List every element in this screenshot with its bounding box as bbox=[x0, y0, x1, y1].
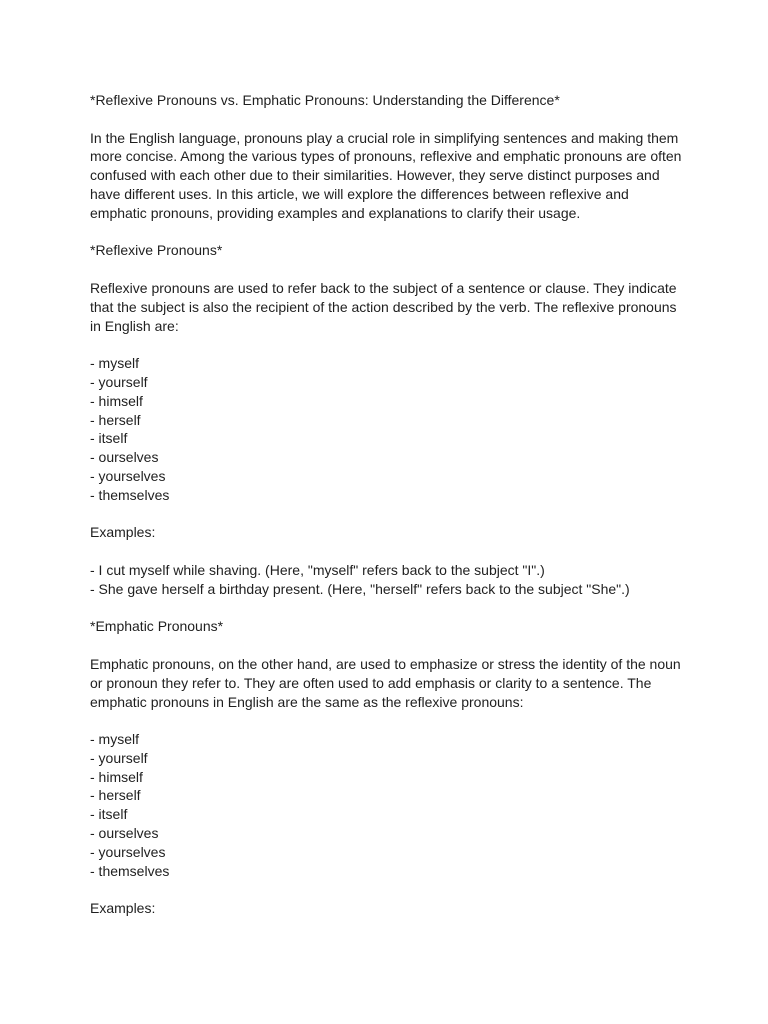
list-item: - herself bbox=[90, 411, 141, 428]
document-title bbox=[90, 91, 690, 110]
list-item: - itself bbox=[90, 430, 128, 447]
emphatic-heading bbox=[90, 617, 690, 636]
description-line: in English are: bbox=[90, 317, 179, 334]
list-item: - yourself bbox=[90, 749, 148, 766]
list-item: - ourselves bbox=[90, 449, 159, 466]
emphatic-description bbox=[90, 655, 690, 711]
intro-line: emphatic pronouns, providing examples and explanations to clarify their usage. bbox=[90, 204, 581, 221]
description-line: emphatic pronouns in English are the same as the reflexive pronouns: bbox=[90, 693, 524, 710]
list-item: - yourselves bbox=[90, 467, 166, 484]
list-item: - yourself bbox=[90, 373, 148, 390]
list-item: - themselves bbox=[90, 486, 170, 503]
title-text: *Reflexive Pronouns vs. Emphatic Pronouns: Understanding the Difference* bbox=[90, 92, 560, 108]
reflexive-heading bbox=[90, 241, 690, 260]
section-heading: *Reflexive Pronouns* bbox=[90, 242, 223, 259]
intro-line: more concise. Among the various types of pronouns, reflexive and emphatic pronouns are often bbox=[90, 148, 682, 165]
list-item: - itself bbox=[90, 806, 128, 823]
intro-line: have different uses. In this article, we will explore the differences between reflexive and bbox=[90, 185, 629, 202]
section-heading: *Emphatic Pronouns* bbox=[90, 618, 224, 635]
description-line: Emphatic pronouns, on the other hand, are used to emphasize or stress the identity of the noun bbox=[90, 655, 681, 672]
examples-label: Examples: bbox=[90, 900, 156, 917]
reflexive-example-list bbox=[90, 561, 690, 599]
intro-line: In the English language, pronouns play a crucial role in simplifying sentences and making them bbox=[90, 129, 679, 146]
reflexive-examples-label bbox=[90, 523, 690, 542]
reflexive-description bbox=[90, 279, 690, 335]
emphatic-examples-label bbox=[90, 899, 690, 918]
list-item: - themselves bbox=[90, 862, 170, 879]
emphatic-pronoun-list bbox=[90, 730, 690, 880]
example-item: - I cut myself while shaving. (Here, "myself" refers back to the subject "I".) bbox=[90, 561, 545, 578]
list-item: - himself bbox=[90, 392, 143, 409]
examples-label: Examples: bbox=[90, 524, 156, 541]
list-item: - ourselves bbox=[90, 825, 159, 842]
example-item: - She gave herself a birthday present. (Here, "herself" refers back to the subject "She".) bbox=[90, 580, 630, 597]
list-item: - himself bbox=[90, 768, 143, 785]
list-item: - yourselves bbox=[90, 843, 166, 860]
list-item: - myself bbox=[90, 355, 139, 372]
intro-line: confused with each other due to their similarities. However, they serve distinct purposes and bbox=[90, 167, 660, 184]
list-item: - myself bbox=[90, 731, 139, 748]
list-item: - herself bbox=[90, 787, 141, 804]
reflexive-pronoun-list bbox=[90, 354, 690, 504]
document-page bbox=[90, 91, 690, 937]
description-line: Reflexive pronouns are used to refer back to the subject of a sentence or clause. They indicate bbox=[90, 279, 677, 296]
intro-paragraph bbox=[90, 129, 690, 223]
description-line: or pronoun they refer to. They are often used to add emphasis or clarity to a sentence. The bbox=[90, 674, 652, 691]
description-line: that the subject is also the recipient of the action described by the verb. The reflexive pronouns bbox=[90, 298, 677, 315]
